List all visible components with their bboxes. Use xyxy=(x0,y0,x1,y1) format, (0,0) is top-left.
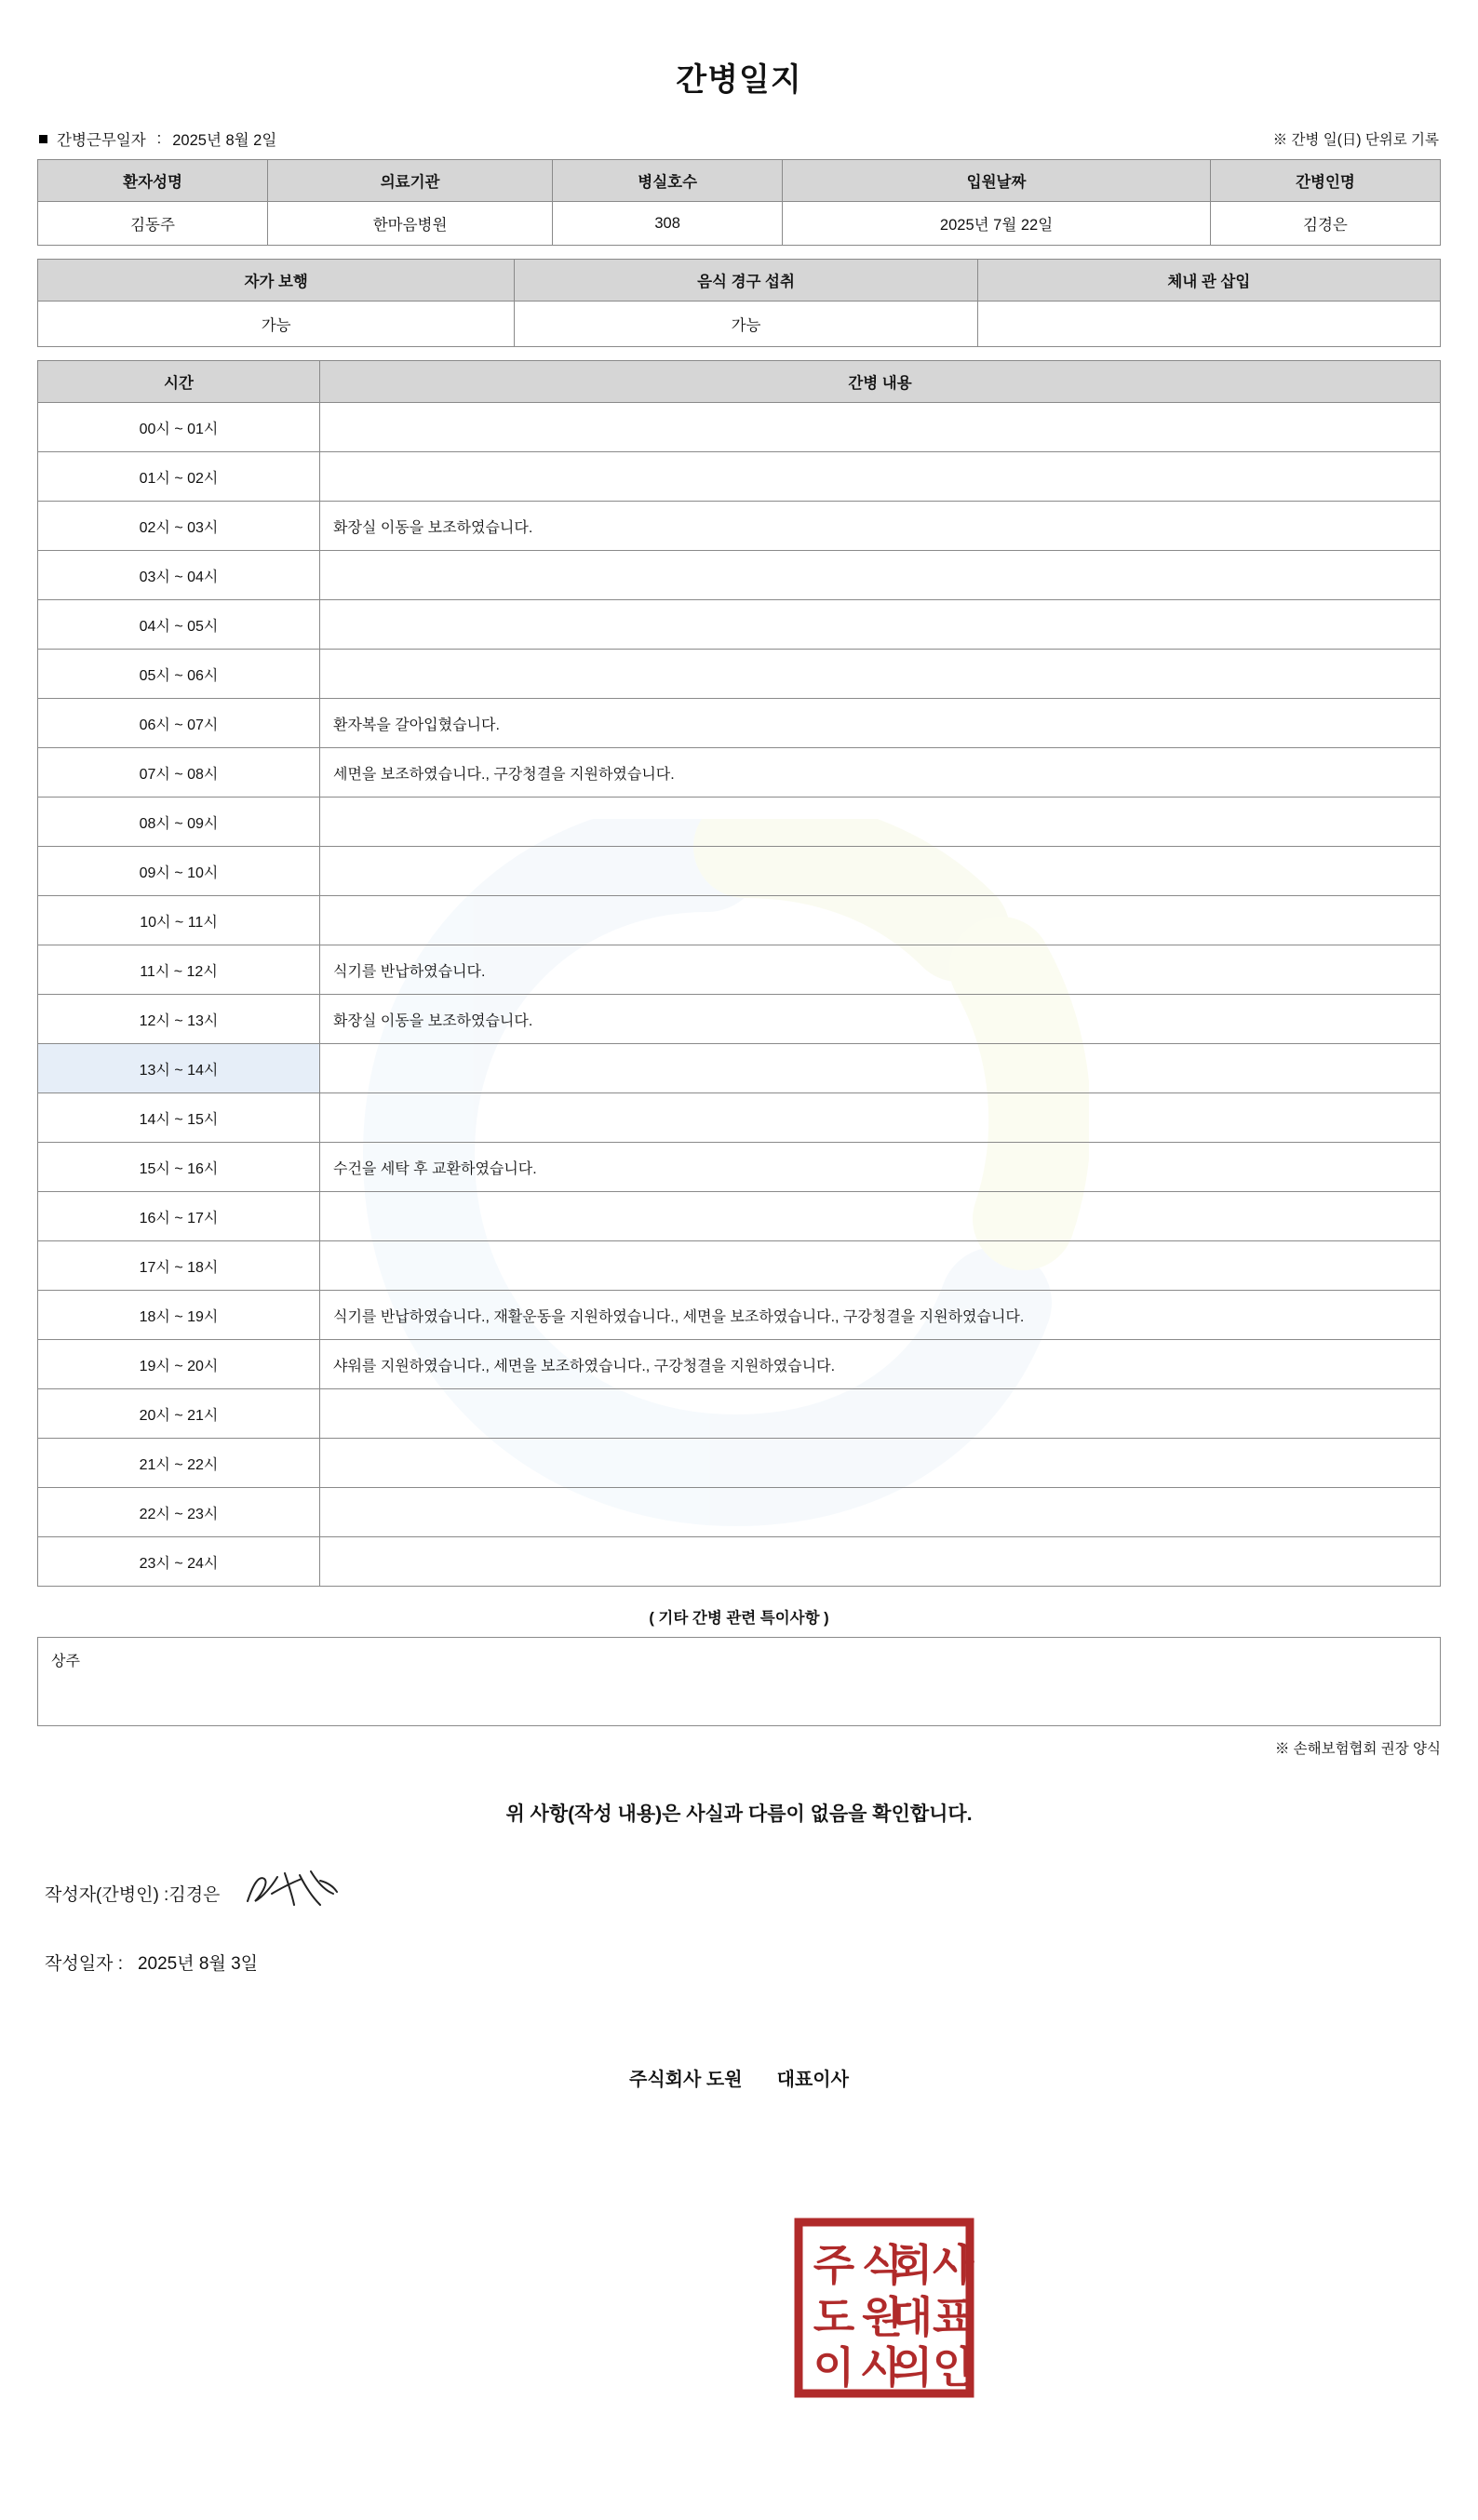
svg-text:식: 식 xyxy=(861,2240,904,2290)
table-row xyxy=(38,1241,1441,1291)
company-stamp-icon xyxy=(793,2217,975,2399)
date-row xyxy=(37,1950,1441,1975)
svg-text:사: 사 xyxy=(861,2342,904,2393)
svg-text:이: 이 xyxy=(813,2342,855,2393)
log-content xyxy=(320,896,1441,945)
log-time: 02시 ~ 03시 xyxy=(38,502,320,551)
log-content xyxy=(320,650,1441,699)
log-time: 13시 ~ 14시 xyxy=(38,1044,320,1093)
header-care-content: 간병 내용 xyxy=(320,361,1441,403)
table-row xyxy=(38,1389,1441,1439)
hourly-log-table xyxy=(37,360,1441,1587)
work-date-group xyxy=(39,127,276,150)
patient-info-table xyxy=(37,159,1441,246)
writer-name: 김경은 xyxy=(168,1884,221,1905)
log-time: 18시 ~ 19시 xyxy=(38,1291,320,1340)
log-content xyxy=(320,551,1441,600)
table-row xyxy=(38,502,1441,551)
svg-text:도: 도 xyxy=(813,2292,855,2342)
log-time: 14시 ~ 15시 xyxy=(38,1093,320,1143)
work-date-label: 간병근무일자 xyxy=(57,132,146,149)
company-role: 대표이사 xyxy=(776,2070,849,2090)
table-row xyxy=(38,1143,1441,1192)
svg-text:주: 주 xyxy=(813,2240,855,2290)
header-hospital: 의료기관 xyxy=(268,160,553,202)
log-content xyxy=(320,1044,1441,1093)
table-row xyxy=(38,1537,1441,1587)
log-content: 환자복을 갈아입혔습니다. xyxy=(320,699,1441,748)
work-date-value: 2025년 8월 2일 xyxy=(172,132,277,149)
notes-value: 상주 xyxy=(37,1637,1441,1726)
log-time: 21시 ~ 22시 xyxy=(38,1439,320,1488)
table-header-row xyxy=(38,361,1441,403)
header-oral-intake: 음식 경구 섭취 xyxy=(515,260,977,302)
table-row xyxy=(38,600,1441,650)
value-patient-name: 김동주 xyxy=(38,202,268,246)
table-row xyxy=(38,551,1441,600)
log-content xyxy=(320,847,1441,896)
table-row xyxy=(38,452,1441,502)
log-content: 세면을 보조하였습니다., 구강청결을 지원하였습니다. xyxy=(320,748,1441,798)
value-tube-insertion xyxy=(977,302,1440,347)
page-title: 간병일지 xyxy=(676,62,802,98)
value-admission-date: 2025년 7월 22일 xyxy=(783,202,1211,246)
log-time: 07시 ~ 08시 xyxy=(38,748,320,798)
log-content xyxy=(320,403,1441,452)
log-content xyxy=(320,1241,1441,1291)
table-row xyxy=(38,798,1441,847)
table-row xyxy=(38,748,1441,798)
header-room-number: 병실호수 xyxy=(553,160,783,202)
table-row xyxy=(38,699,1441,748)
header-self-walking: 자가 보행 xyxy=(38,260,515,302)
svg-text:대표: 대표 xyxy=(891,2292,974,2342)
log-time: 12시 ~ 13시 xyxy=(38,995,320,1044)
meta-row xyxy=(37,127,1441,159)
header-caregiver-name: 간병인명 xyxy=(1210,160,1440,202)
log-content: 샤워를 지원하였습니다., 세면을 보조하였습니다., 구강청결을 지원하였습니다. xyxy=(320,1340,1441,1389)
value-oral-intake: 가능 xyxy=(515,302,977,347)
log-content: 식기를 반납하였습니다., 재활운동을 지원하였습니다., 세면을 보조하였습니다., 구강청결을 지원하였습니다. xyxy=(320,1291,1441,1340)
value-hospital: 한마음병원 xyxy=(268,202,553,246)
header-time: 시간 xyxy=(38,361,320,403)
table-row xyxy=(38,945,1441,995)
log-content: 수건을 세탁 후 교환하였습니다. xyxy=(320,1143,1441,1192)
company-row xyxy=(37,2064,1441,2091)
log-time: 03시 ~ 04시 xyxy=(38,551,320,600)
header-tube-insertion: 체내 관 삽입 xyxy=(977,260,1440,302)
log-time: 04시 ~ 05시 xyxy=(38,600,320,650)
association-note: ※ 손해보험협회 권장 양식 xyxy=(1274,1741,1441,1757)
table-row xyxy=(38,896,1441,945)
table-row xyxy=(38,650,1441,699)
table-row xyxy=(38,1291,1441,1340)
log-content xyxy=(320,600,1441,650)
log-time: 05시 ~ 06시 xyxy=(38,650,320,699)
table-row xyxy=(38,1044,1441,1093)
table-row xyxy=(38,1488,1441,1537)
log-time: 23시 ~ 24시 xyxy=(38,1537,320,1587)
value-self-walking: 가능 xyxy=(38,302,515,347)
company-name: 주식회사 도원 xyxy=(629,2070,743,2090)
notes-title: ( 기타 간병 관련 특이사항 ) xyxy=(649,1610,829,1627)
log-content: 화장실 이동을 보조하였습니다. xyxy=(320,995,1441,1044)
table-row xyxy=(38,995,1441,1044)
table-row xyxy=(38,847,1441,896)
log-time: 17시 ~ 18시 xyxy=(38,1241,320,1291)
writer-row xyxy=(37,1870,1441,1916)
log-time: 22시 ~ 23시 xyxy=(38,1488,320,1537)
table-row xyxy=(38,1439,1441,1488)
log-content xyxy=(320,1093,1441,1143)
table-row xyxy=(38,202,1441,246)
log-time: 00시 ~ 01시 xyxy=(38,403,320,452)
log-time: 16시 ~ 17시 xyxy=(38,1192,320,1241)
table-row xyxy=(38,403,1441,452)
log-content xyxy=(320,1389,1441,1439)
log-content: 식기를 반납하였습니다. xyxy=(320,945,1441,995)
header-patient-name: 환자성명 xyxy=(38,160,268,202)
svg-text:원: 원 xyxy=(861,2292,904,2342)
table-header-row xyxy=(38,160,1441,202)
header-admission-date: 입원날짜 xyxy=(783,160,1211,202)
date-value: 2025년 8월 3일 xyxy=(137,1954,259,1974)
value-room-number: 308 xyxy=(553,202,783,246)
log-content xyxy=(320,1537,1441,1587)
writer-label: 작성자(간병인) : xyxy=(45,1884,169,1905)
log-time: 06시 ~ 07시 xyxy=(38,699,320,748)
log-time: 10시 ~ 11시 xyxy=(38,896,320,945)
log-content xyxy=(320,1192,1441,1241)
signature-icon xyxy=(240,1866,343,1912)
table-row xyxy=(38,302,1441,347)
table-row xyxy=(38,1093,1441,1143)
confirmation-statement: 위 사항(작성 내용)은 사실과 다름이 없음을 확인합니다. xyxy=(505,1803,973,1825)
log-content xyxy=(320,1488,1441,1537)
log-time: 20시 ~ 21시 xyxy=(38,1389,320,1439)
log-time: 15시 ~ 16시 xyxy=(38,1143,320,1192)
log-time: 19시 ~ 20시 xyxy=(38,1340,320,1389)
work-date-colon: : xyxy=(156,129,162,147)
log-time: 01시 ~ 02시 xyxy=(38,452,320,502)
log-time: 09시 ~ 10시 xyxy=(38,847,320,896)
log-time: 08시 ~ 09시 xyxy=(38,798,320,847)
svg-text:회사: 회사 xyxy=(891,2240,974,2290)
unit-note: ※ 간병 일(日) 단위로 기록 xyxy=(1272,132,1439,148)
log-content xyxy=(320,798,1441,847)
log-content xyxy=(320,452,1441,502)
table-row xyxy=(38,1340,1441,1389)
log-content xyxy=(320,1439,1441,1488)
table-header-row xyxy=(38,260,1441,302)
date-label: 작성일자 : xyxy=(45,1954,123,1974)
svg-text:의인: 의인 xyxy=(891,2342,974,2393)
table-row xyxy=(38,1192,1441,1241)
log-content: 화장실 이동을 보조하였습니다. xyxy=(320,502,1441,551)
bullet-icon xyxy=(39,135,47,143)
log-time: 11시 ~ 12시 xyxy=(38,945,320,995)
condition-table xyxy=(37,259,1441,347)
value-caregiver-name: 김경은 xyxy=(1210,202,1440,246)
